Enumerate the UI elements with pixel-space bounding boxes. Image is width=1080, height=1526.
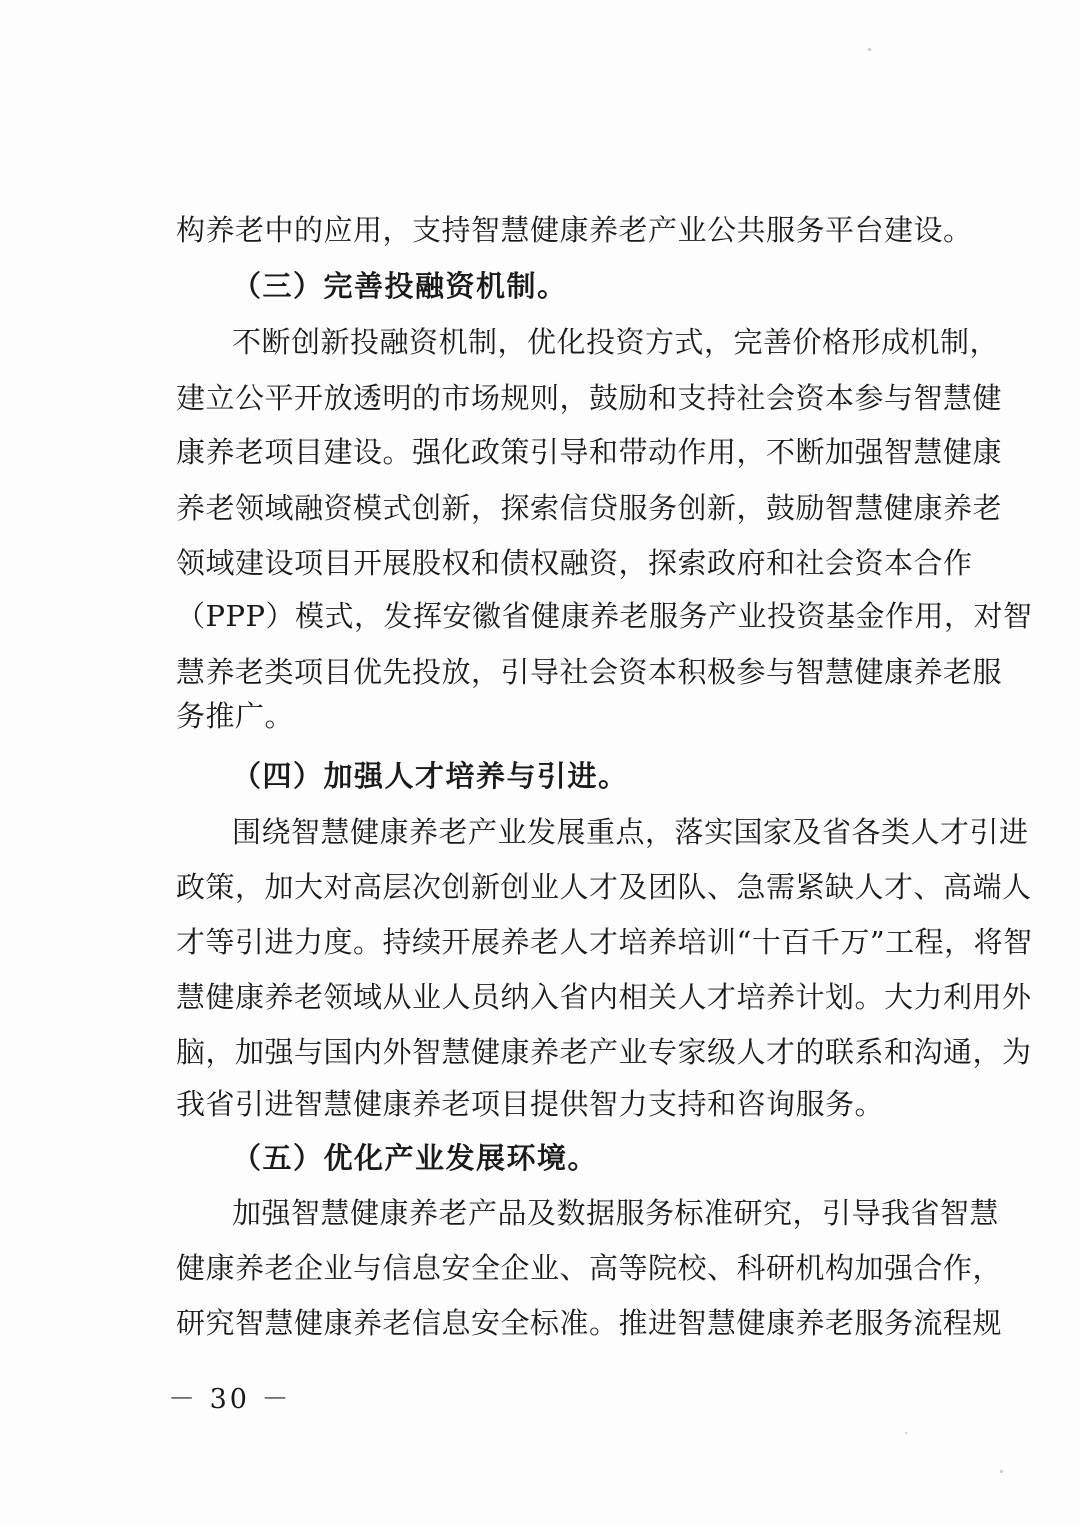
section-heading: （五）优化产业发展环境。 bbox=[232, 1141, 599, 1175]
page-number: － 30 － bbox=[168, 1384, 292, 1415]
body-text-line: 围绕智慧健康养老产业发展重点，落实国家及省各类人才引进 bbox=[232, 815, 1029, 849]
body-text-line: 研究智慧健康养老信息安全标准。推进智慧健康养老服务流程规 bbox=[176, 1306, 1003, 1340]
scan-speck bbox=[868, 48, 871, 51]
body-text-line: 才等引进力度。持续开展养老人才培养培训“十百千万”工程，将智 bbox=[176, 925, 1033, 959]
body-text-line: 健康养老企业与信息安全企业、高等院校、科研机构加强合作， bbox=[176, 1251, 1003, 1285]
body-text-line: 康养老项目建设。强化政策引导和带动作用，不断加强智慧健康 bbox=[176, 435, 1003, 469]
body-text-line: （PPP）模式，发挥安徽省健康养老服务产业投资基金作用，对智 bbox=[176, 599, 1033, 633]
body-text-line: 我省引进智慧健康养老项目提供智力支持和咨询服务。 bbox=[176, 1087, 885, 1121]
body-text-line: 建立公平开放透明的市场规则，鼓励和支持社会资本参与智慧健 bbox=[176, 381, 1003, 415]
body-text-line: 慧养老类项目优先投放，引导社会资本积极参与智慧健康养老服 bbox=[176, 655, 1003, 689]
section-heading: （四）加强人才培养与引进。 bbox=[232, 759, 629, 793]
body-text-line: 不断创新投融资机制，优化投资方式，完善价格形成机制， bbox=[232, 325, 1000, 359]
body-text-line: 构养老中的应用，支持智慧健康养老产业公共服务平台建设。 bbox=[176, 213, 973, 247]
body-text-line: 务推广。 bbox=[176, 699, 295, 733]
scan-speck bbox=[1000, 1470, 1003, 1473]
body-text-line: 加强智慧健康养老产品及数据服务标准研究，引导我省智慧 bbox=[232, 1196, 1000, 1230]
body-text-line: 养老领域融资模式创新，探索信贷服务创新，鼓励智慧健康养老 bbox=[176, 491, 1003, 525]
body-text-line: 脑，加强与国内外智慧健康养老产业专家级人才的联系和沟通，为 bbox=[176, 1035, 1032, 1069]
body-text-line: 领域建设项目开展股权和债权融资，探索政府和社会资本合作 bbox=[176, 546, 973, 580]
scan-speck bbox=[905, 1432, 907, 1434]
body-text-line: 政策，加大对高层次创新创业人才及团队、急需紧缺人才、高端人 bbox=[176, 870, 1032, 904]
body-text-line: 慧健康养老领域从业人员纳入省内相关人才培养计划。大力利用外 bbox=[176, 980, 1032, 1014]
section-heading: （三）完善投融资机制。 bbox=[232, 269, 568, 303]
